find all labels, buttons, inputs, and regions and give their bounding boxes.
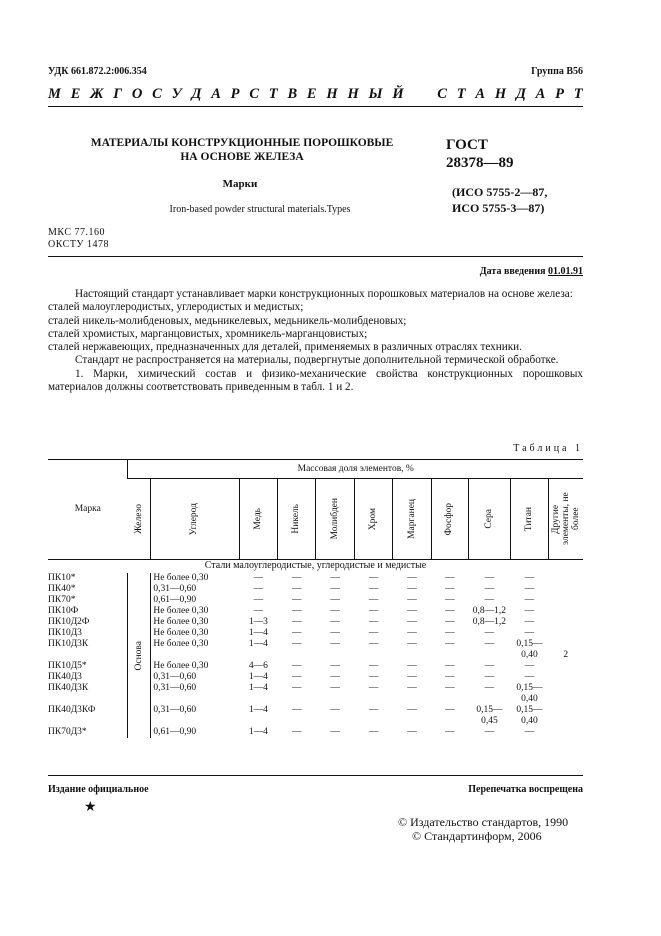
cell-mark: ПК70Д3* xyxy=(48,727,87,737)
cell-ti: — xyxy=(524,573,535,583)
cell-mark: ПК10Д3К xyxy=(48,639,89,649)
paragraph: сталей нержавеющих, предназначенных для деталей, применяемых в различных отраслях техники. xyxy=(48,341,522,354)
cell-s: 0,8—1,2 xyxy=(472,606,507,616)
cell-ni: — xyxy=(292,639,302,649)
col-header xyxy=(278,479,316,560)
cell-cr: — xyxy=(368,584,379,594)
cell-cu: 1—4 xyxy=(248,705,268,715)
classification-codes xyxy=(48,227,109,251)
banner-letter: Н xyxy=(326,86,338,102)
cell-s: — xyxy=(484,573,495,583)
cell-mn: — xyxy=(407,672,417,682)
col-header xyxy=(128,479,151,560)
banner-letter: Р xyxy=(230,86,240,102)
cell-iron xyxy=(128,573,151,738)
cell-cu: 1—4 xyxy=(248,628,268,638)
iso-ref-2: ИСО 5755-3—87) xyxy=(452,201,545,215)
banner-letter: Е xyxy=(306,86,317,102)
cell-mo: — xyxy=(330,672,340,682)
col-header-label: Титан xyxy=(523,506,534,532)
cell-mn: — xyxy=(407,639,417,649)
cell-mark: ПК70* xyxy=(48,595,76,605)
col-header-label: Медь xyxy=(252,508,263,530)
cell-s: 0,15—0,45 xyxy=(476,705,503,726)
iron-value: Основа xyxy=(133,640,144,671)
col-header-label: Молибден xyxy=(329,498,340,540)
banner-letter: Р xyxy=(555,86,564,102)
cell-ti: — xyxy=(524,617,535,627)
mks-code: МКС 77.160 xyxy=(48,227,105,238)
cell-cr: — xyxy=(368,573,379,583)
cell-mark: ПК10Д3 xyxy=(48,628,82,638)
table-caption: Таблица 1 xyxy=(513,443,583,454)
paragraph: сталей малоуглеродистых, углеродистых и медистых; xyxy=(48,301,304,314)
cell-mo: — xyxy=(330,595,340,605)
cell-p: — xyxy=(445,672,455,682)
cell-ni: — xyxy=(292,672,302,682)
col-header xyxy=(354,479,392,560)
col-header-label: Хром xyxy=(368,507,379,531)
banner-letter: О xyxy=(131,86,143,102)
banner-letter: Е xyxy=(70,86,81,102)
banner-letter: Й xyxy=(392,86,404,102)
banner-rule xyxy=(48,106,583,107)
cell-cu: — xyxy=(253,573,264,583)
cell-c: Не более 0,30 xyxy=(153,606,209,616)
cell-mo: — xyxy=(330,628,340,638)
cell-s: — xyxy=(484,584,495,594)
banner-letter: Н xyxy=(347,86,359,102)
cell-ni: — xyxy=(292,661,302,671)
col-header-label: Марганец xyxy=(406,499,417,539)
cell-cr: — xyxy=(368,672,379,682)
cell-mn: — xyxy=(407,573,417,583)
cell-cu: — xyxy=(253,606,264,616)
col-header xyxy=(469,479,511,560)
col-mark-header: Марка xyxy=(48,460,128,560)
cell-ni: — xyxy=(292,705,302,715)
cell-s: — xyxy=(484,727,495,737)
cell-ti: — xyxy=(524,672,535,682)
cell-ti: 0,15—0,40 xyxy=(516,683,543,704)
banner-letter: Н xyxy=(494,86,507,102)
star-icon: ★ xyxy=(84,800,97,815)
section-title: Стали малоуглеродистые, углеродистые и медистые xyxy=(204,560,427,571)
cell-cu: — xyxy=(253,595,264,605)
gost-number: 28378—89 xyxy=(446,155,514,171)
paragraph: сталей хромистых, марганцовистых, хромникель-марганцовистых; xyxy=(48,327,368,340)
cell-mn: — xyxy=(407,683,417,693)
banner-letter: А xyxy=(475,86,486,102)
copyright-2: © Стандартинформ, 2006 xyxy=(412,829,542,843)
official-edition: Издание официальное xyxy=(48,784,149,795)
col-header xyxy=(431,479,468,560)
cell-c: 0,31—0,60 xyxy=(153,683,197,693)
okstu-code: ОКСТУ 1478 xyxy=(48,239,110,250)
reprint-prohibited: Перепечатка воспрещена xyxy=(468,784,583,795)
banner-letter: С xyxy=(152,86,162,102)
cell-ti: — xyxy=(524,606,535,616)
banner-letter: Д xyxy=(515,86,526,102)
col-header xyxy=(549,479,583,560)
banner-letter: С xyxy=(437,86,447,102)
title-line-2: НА ОСНОВЕ ЖЕЛЕЗА xyxy=(180,151,304,163)
english-title: Iron-based powder structural materials.Types xyxy=(169,204,351,215)
document-title xyxy=(72,136,412,164)
cell-c: 0,61—0,90 xyxy=(153,595,197,605)
cell-c: 0,31—0,60 xyxy=(153,705,197,715)
cell-cu: — xyxy=(253,584,264,594)
col-header-label: Фосфор xyxy=(444,502,455,536)
cell-cu: 1—4 xyxy=(248,727,268,737)
paragraph: Стандарт не распространяется на материалы, подвергнутые дополнительной термической обработке. xyxy=(75,354,559,367)
cell-ni: — xyxy=(292,617,302,627)
interstate-standard-banner xyxy=(48,86,583,103)
cell-c: 0,31—0,60 xyxy=(153,584,197,594)
col-header-label: Никель xyxy=(291,504,302,534)
cell-mark: ПК10Д2Ф xyxy=(48,617,90,627)
banner-letter: Ы xyxy=(368,86,383,102)
cell-others: 2 xyxy=(563,650,569,660)
cell-c: Не более 0,30 xyxy=(153,661,209,671)
cell-ti: 0,15—0,40 xyxy=(516,639,543,660)
copyright xyxy=(398,815,568,843)
cell-mn: — xyxy=(407,584,417,594)
copyright-1: © Издательство стандартов, 1990 xyxy=(398,815,569,829)
cell-cu: 1—3 xyxy=(248,617,268,627)
cell-ni: — xyxy=(292,606,302,616)
cell-c: Не более 0,30 xyxy=(153,617,209,627)
col-header-label: Железо xyxy=(133,504,144,534)
cell-mo: — xyxy=(330,573,340,583)
cell-cr: — xyxy=(368,727,379,737)
cell-mo: — xyxy=(330,617,340,627)
cell-ni: — xyxy=(292,595,302,605)
cell-cu: 1—4 xyxy=(248,639,268,649)
cell-cr: — xyxy=(368,661,379,671)
col-header-label: Другие элементы, не более xyxy=(551,492,582,546)
cell-s: — xyxy=(484,683,495,693)
cell-c: 0,31—0,60 xyxy=(153,672,197,682)
cell-mn: — xyxy=(407,595,417,605)
col-header-label: Углерод xyxy=(189,502,200,536)
paragraph: 1. Марки, химический состав и физико-механические свойства конструкционных порошковых материалов должны соответствовать приведенным в табл. 1 и 2. xyxy=(48,367,583,394)
cell-mn: — xyxy=(407,661,417,671)
composition-table xyxy=(48,459,583,738)
cell-ti: — xyxy=(524,584,535,594)
paragraph: сталей никель-молибденовых, медьникелевых, медьникель-молибденовых; xyxy=(48,314,407,327)
cell-mark: ПК40Д3 xyxy=(48,672,82,682)
banner-letter: М xyxy=(48,86,61,102)
footer-rule xyxy=(48,775,583,776)
banner-letter: А xyxy=(211,86,221,102)
cell-mo: — xyxy=(330,584,340,594)
gost-designation xyxy=(446,136,556,172)
cell-mn: — xyxy=(407,628,417,638)
cell-mn: — xyxy=(407,617,417,627)
table-row xyxy=(48,573,583,584)
cell-ni: — xyxy=(292,584,302,594)
cell-mo: — xyxy=(330,705,340,715)
col-header xyxy=(239,479,277,560)
banner-letter: У xyxy=(171,86,182,102)
banner-letter: Т xyxy=(456,86,466,102)
cell-ti: — xyxy=(524,595,535,605)
cell-mark: ПК10* xyxy=(48,573,76,583)
footer-row xyxy=(48,784,583,795)
cell-s: — xyxy=(484,595,495,605)
cell-c: Не более 0,30 xyxy=(153,573,209,583)
cell-ni: — xyxy=(292,573,302,583)
cell-mo: — xyxy=(330,639,340,649)
cell-p: — xyxy=(445,639,455,649)
col-group-header: Массовая доля элементов, % xyxy=(128,460,583,479)
intro-text xyxy=(48,288,583,394)
cell-cr: — xyxy=(368,628,379,638)
cell-cu: 1—4 xyxy=(248,672,268,682)
cell-cr: — xyxy=(368,639,379,649)
col-header xyxy=(393,479,431,560)
cell-ti: — xyxy=(524,628,535,638)
udk-code: УДК 661.872.2:006.354 xyxy=(48,66,147,77)
cell-mark: ПК40Д3КФ xyxy=(48,705,96,715)
cell-s: — xyxy=(484,661,495,671)
cell-mo: — xyxy=(330,661,340,671)
cell-mn: — xyxy=(407,705,417,715)
cell-c: Не более 0,30 xyxy=(153,628,209,638)
header-rule xyxy=(48,256,583,257)
cell-mark: ПК10Ф xyxy=(48,606,79,616)
iso-ref-1: (ИСО 5755-2—87, xyxy=(452,185,548,199)
cell-p: — xyxy=(445,628,455,638)
banner-letter: В xyxy=(287,86,298,102)
banner-letter: Г xyxy=(113,86,123,102)
cell-c: Не более 0,30 xyxy=(153,639,209,649)
cell-cr: — xyxy=(368,683,379,693)
cell-p: — xyxy=(445,727,455,737)
group-code: Группа В56 xyxy=(531,66,583,77)
cell-p: — xyxy=(445,573,455,583)
document-subtitle: Марки xyxy=(222,178,258,190)
cell-ni: — xyxy=(292,628,302,638)
banner-letter: А xyxy=(535,86,546,102)
cell-cu: 1—4 xyxy=(248,683,268,693)
cell-p: — xyxy=(445,683,455,693)
col-header xyxy=(510,479,548,560)
iso-reference xyxy=(452,184,582,216)
cell-p: — xyxy=(445,584,455,594)
cell-ti: — xyxy=(524,661,535,671)
date-label: Дата введения xyxy=(479,266,546,277)
col-header xyxy=(316,479,354,560)
cell-p: — xyxy=(445,606,455,616)
col-header xyxy=(151,479,239,560)
banner-letter: С xyxy=(249,86,259,102)
title-line-1: МАТЕРИАЛЫ КОНСТРУКЦИОННЫЕ ПОРОШКОВЫЕ xyxy=(90,137,394,149)
cell-mo: — xyxy=(330,727,340,737)
cell-ni: — xyxy=(292,683,302,693)
cell-mark: ПК40Д3К xyxy=(48,683,89,693)
cell-mo: — xyxy=(330,683,340,693)
col-header-label: Сера xyxy=(483,509,494,529)
cell-s: — xyxy=(484,639,495,649)
cell-mo: — xyxy=(330,606,340,616)
cell-ti: 0,15—0,40 xyxy=(516,705,543,726)
cell-p: — xyxy=(445,617,455,627)
date-value: 01.01.91 xyxy=(548,266,583,277)
cell-cr: — xyxy=(368,705,379,715)
paragraph: Настоящий стандарт устанавливает марки конструкционных порошковых материалов на основе железа: xyxy=(75,288,573,300)
cell-mark: ПК40* xyxy=(48,584,76,594)
banner-letter: Д xyxy=(191,86,202,102)
cell-s: 0,8—1,2 xyxy=(472,617,507,627)
cell-cu: 4—6 xyxy=(248,661,268,671)
cell-p: — xyxy=(445,595,455,605)
cell-mn: — xyxy=(407,727,417,737)
cell-cr: — xyxy=(368,606,379,616)
cell-mark: ПК10Д5* xyxy=(48,661,87,671)
cell-mn: — xyxy=(407,606,417,616)
cell-s: — xyxy=(484,672,495,682)
cell-p: — xyxy=(445,705,455,715)
cell-s: — xyxy=(484,628,495,638)
cell-cr: — xyxy=(368,595,379,605)
cell-ti: — xyxy=(524,727,535,737)
banner-letter: Ж xyxy=(90,86,104,102)
gost-label: ГОСТ xyxy=(446,137,488,153)
cell-cr: — xyxy=(368,617,379,627)
effective-date xyxy=(480,266,583,277)
header-row xyxy=(48,66,583,77)
banner-letter xyxy=(413,86,427,103)
cell-c: 0,61—0,90 xyxy=(153,727,197,737)
cell-p: — xyxy=(445,661,455,671)
banner-letter: Т xyxy=(268,86,278,102)
cell-ni: — xyxy=(292,727,302,737)
banner-letter: Т xyxy=(573,86,583,102)
